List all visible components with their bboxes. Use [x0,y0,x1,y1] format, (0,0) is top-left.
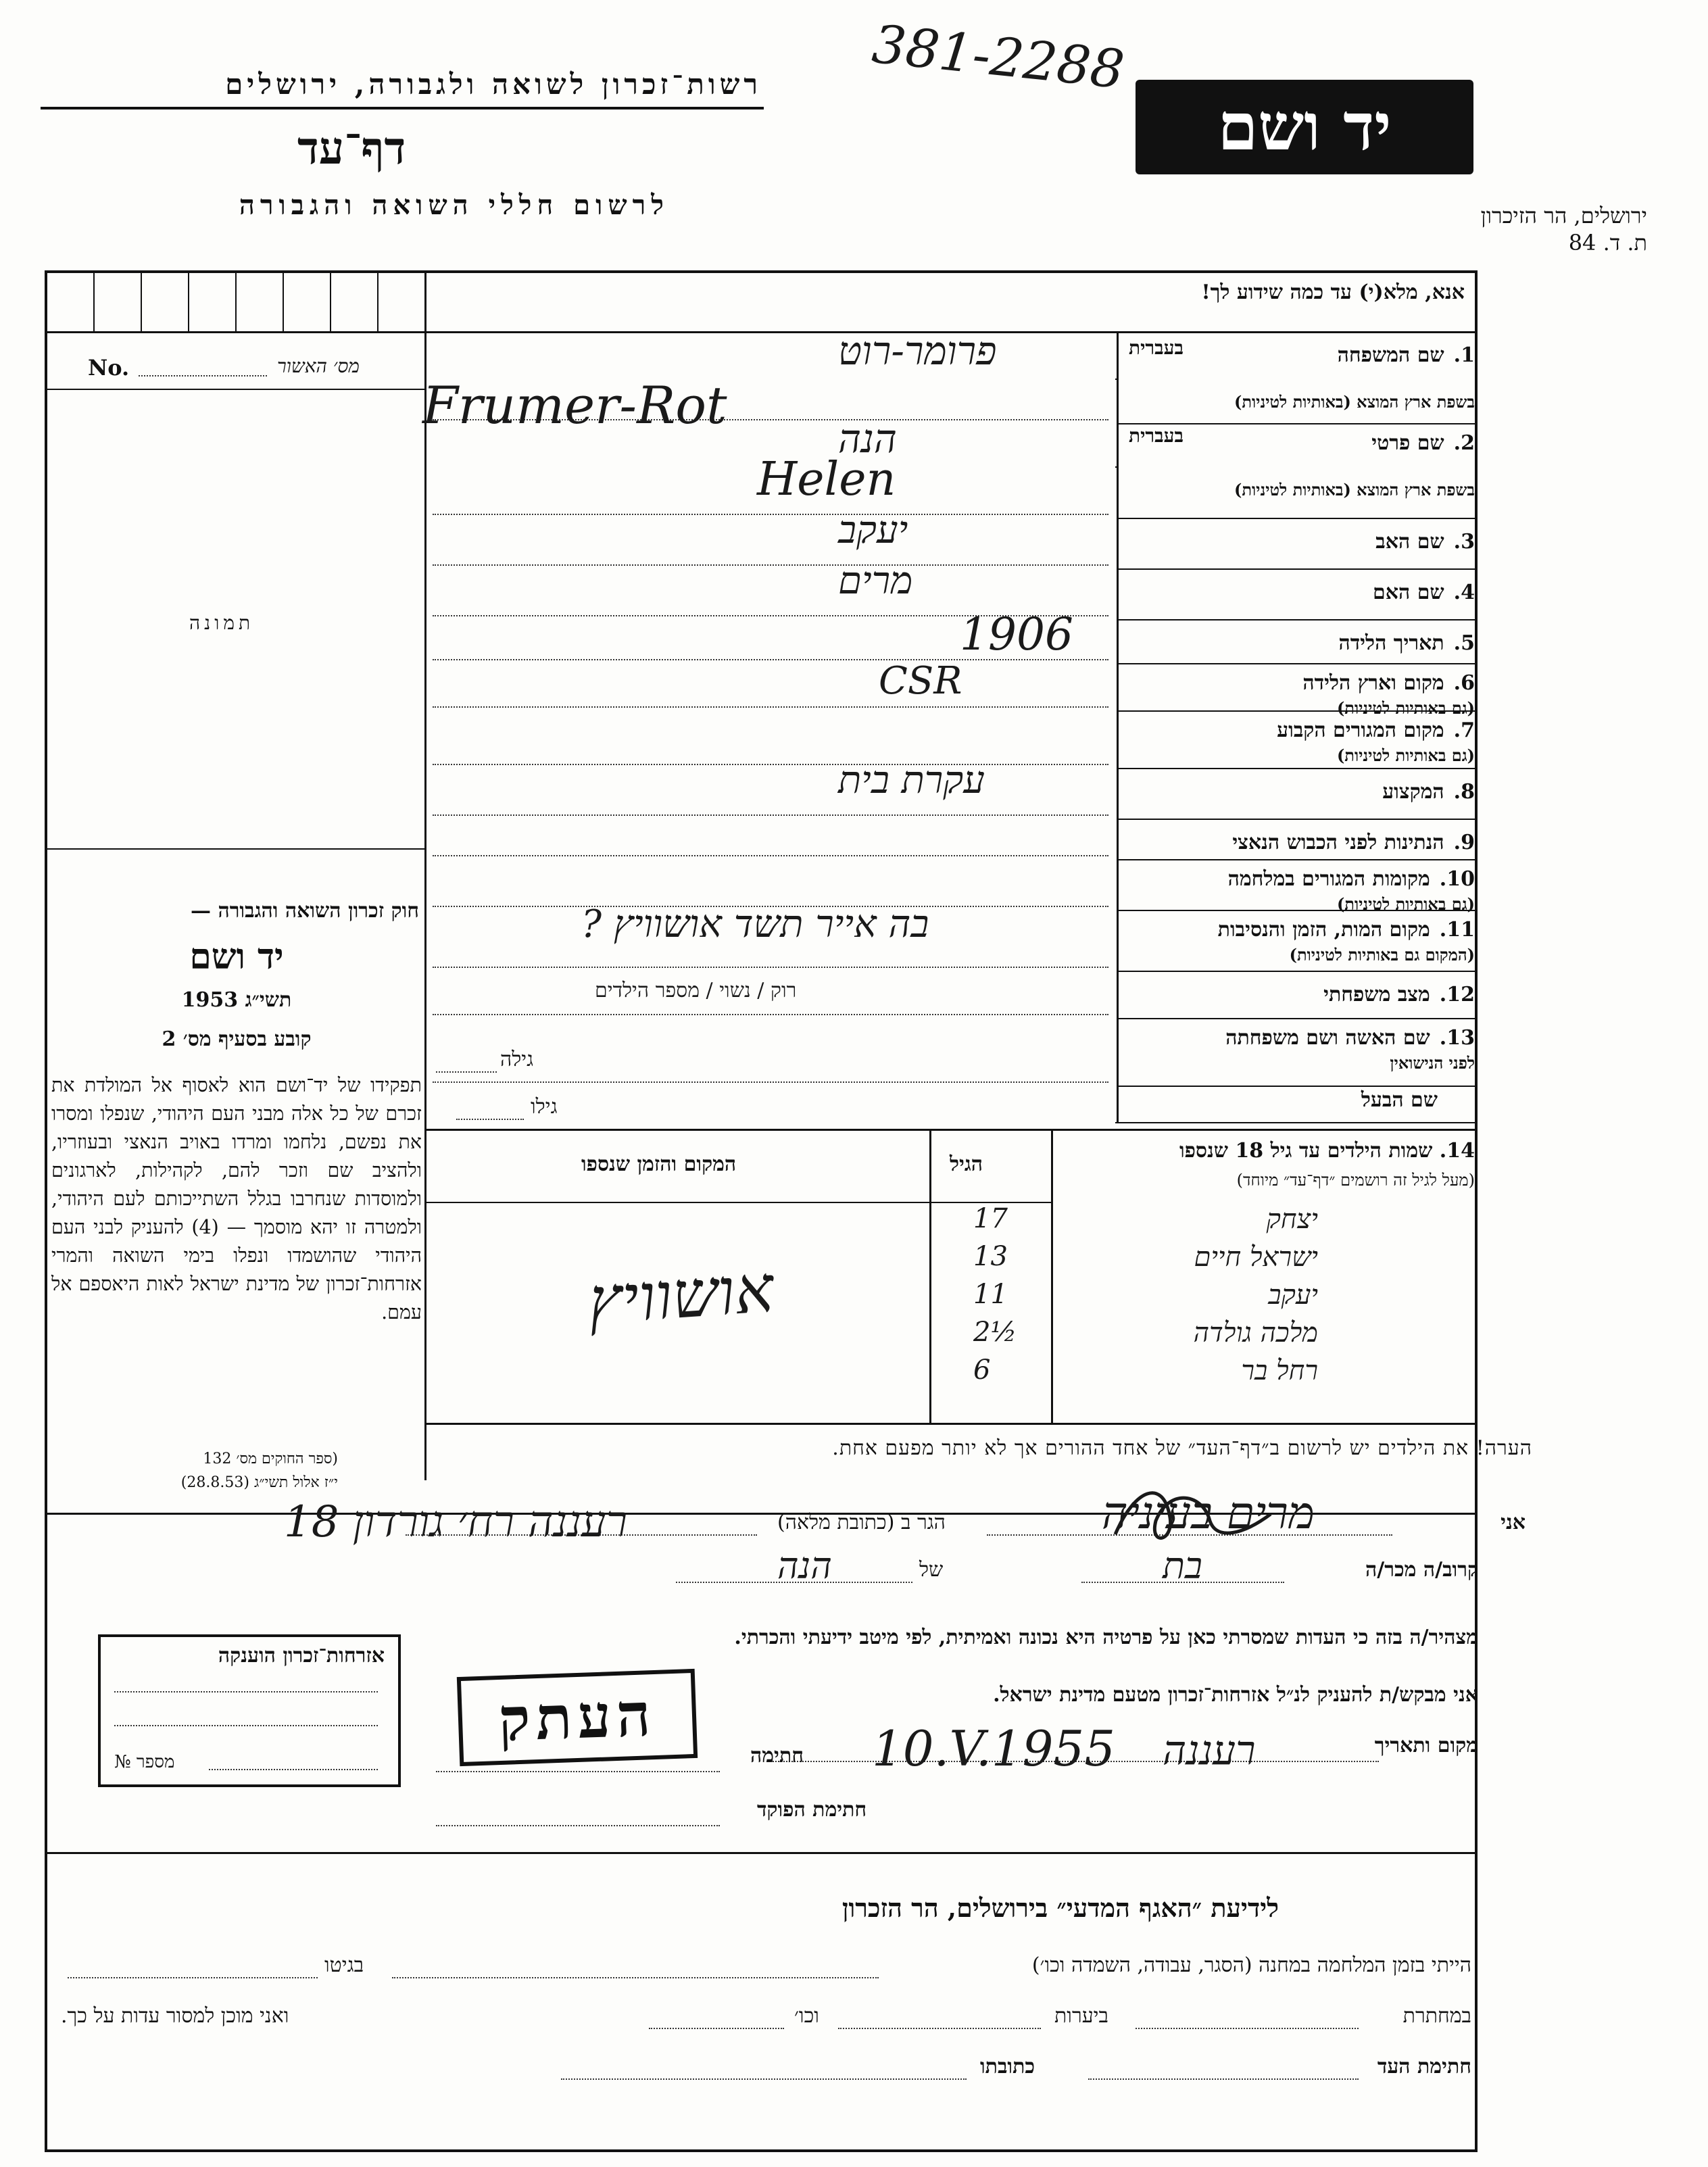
field-label-6 [1302,671,1475,695]
marital-status-options: רוק / נשוי / מספר הילדים [595,979,797,1002]
field-num: 2. [1453,431,1475,455]
field-label-3 [1375,530,1475,554]
citizenship-title: אזרחות־זכרון הוענקה [218,1644,385,1667]
children-label-wrap [1179,1139,1475,1163]
field-text: תאריך הלידה [1338,631,1444,655]
field-text: מצב משפחתי [1323,983,1430,1006]
note: הערה! את הילדים יש לרשום ב״דף־העד״ של אחד ההורים אך לא יותר מפעם אחת. [832,1436,1532,1460]
field-text: מקום המות, הזמן והנסיבות [1217,918,1430,942]
field-sub: (גם באותיות לטיניות) [1336,698,1475,718]
field-num: 1. [1453,343,1475,367]
field-text: המקצוע [1382,780,1444,804]
field-label-13 [1225,1026,1475,1050]
address-line-1: ירושלים, הר הזיכרון [1480,203,1647,228]
bottom-ready: ואני מוכן למסור עדות על כך. [61,2004,289,2028]
child-age: 17 [973,1203,1008,1234]
bottom-forests: ביערות [1054,2004,1109,2028]
field-num: 9. [1453,831,1475,854]
field-label-12 [1323,983,1475,1006]
field-text: שם האב [1375,530,1444,554]
field-sub: (גם באותיות לטיניות) [1336,746,1475,765]
field-num: 7. [1453,719,1475,742]
field-num: 6. [1453,671,1475,695]
child-name: מלכה גולדה [1193,1317,1318,1348]
child-age: 2½ [973,1317,1017,1348]
field-text: מקום וארץ הלידה [1302,671,1444,695]
photo-label: תמונה [189,612,255,634]
witness-address: כתובתו [980,2055,1035,2078]
field-num: 11. [1439,918,1475,942]
bottom-etc: וכו׳ [794,2004,819,2028]
children-num: 14. [1439,1139,1475,1163]
husband-label: שם הבעל [1361,1088,1438,1112]
field-sub: (גם באותיות לטיניות) [1336,894,1475,914]
field-sub: לפני הנישואין [1390,1053,1475,1073]
approval-no-label: No. [88,355,130,381]
field-text: שם האם [1373,581,1444,604]
citizenship-number-label: מספר № [114,1752,175,1772]
field-num: 4. [1453,581,1475,604]
signature-label: חתימה [750,1744,804,1768]
law-section: קובע בסעיף מס׳ 2 [162,1027,312,1051]
law-ref-1: (ספר החוקים מס׳ 132 [203,1451,338,1467]
field-text: שם פרטי [1371,431,1444,455]
officer-signature-label: חתימת הפוקד [757,1798,867,1822]
children-place-value: אושוויץ [585,1250,777,1340]
field-value: יעקב [838,508,908,552]
field-label-8 [1382,780,1475,804]
field-label-9 [1232,831,1475,854]
field-value: מרים [838,559,913,603]
law-title-1: חוק זכרון השואה והגבורה — [191,899,419,923]
citizenship-box [98,1634,401,1787]
age-label-2: גילו [531,1095,558,1119]
field-label-2 [1371,431,1475,455]
authority-title: רשות־זכרון לשואה ולגבורה, ירושלים [225,68,762,101]
bottom-ghetto: בגיטו [324,1953,364,1977]
field-num: 10. [1439,867,1475,891]
field-value-hebrew: פרומר-רוט [838,328,997,374]
declaration-ani: אני [1500,1511,1526,1534]
approval-label: מס׳ האשור [277,355,360,377]
declaration-relative: קרוב/ה מכר/ה [1365,1558,1478,1582]
age-header: הגיל [950,1152,983,1176]
child-name: רחל בר [1241,1355,1318,1386]
field-sub: בשפת ארץ המוצא (באותיות לטיניות) [1234,480,1475,500]
field-text: שם המשפחה [1337,343,1444,367]
field-sub: (המקום גם באותיות לטיניות) [1289,945,1475,965]
field-value: CSR [879,659,962,703]
place-value: רעננה [1163,1727,1256,1774]
law-title-2: יד ושם [189,936,284,977]
child-name: ישראל חיים [1194,1242,1318,1273]
declaration-resides: הגר ב (כתובת מלאה) [777,1511,946,1534]
field-sub: בשפת ארץ המוצא (באותיות לטיניות) [1234,392,1475,412]
child-name: יעקב [1268,1280,1318,1311]
child-age: 11 [973,1279,1008,1310]
place-header: המקום והזמן שנספו [581,1152,737,1176]
declaration-request: אני מבקש/ת להעניק לנ״ל אזרחות־זכרון מטעם מדינת ישראל. [993,1683,1478,1707]
hebrew-tag: בעברית [1129,424,1184,447]
children-label: שמות הילדים עד גיל 18 שנספו [1179,1139,1433,1163]
bottom-underground: במחתרת [1402,2004,1471,2028]
child-age: 13 [973,1241,1008,1272]
field-text: הנתינות לפני הכבוש הנאצי [1232,831,1444,854]
children-sub: (מעל לגיל זה רושמים ״דף־עד״ מיוחד) [1236,1171,1475,1190]
declaration-relative-value: בת [1163,1544,1202,1587]
field-value-latin: Helen [757,453,896,506]
instruction: אנא, מלא(י) עד כמה שידוע לך! [1201,281,1465,304]
declaration-ani-value: מרים בעיניה [1102,1487,1315,1539]
field-value-hebrew: הנה [838,416,897,462]
declaration-of-value: הנה [777,1544,832,1587]
file-number: 381-2288 [869,14,1127,101]
form-subtitle: לרשום חללי השואה והגבורה [239,189,669,221]
field-label-5 [1338,631,1475,655]
field-label-4 [1373,581,1475,604]
field-label-10 [1228,867,1475,891]
stamp-text: העתק [497,1678,658,1755]
field-text: מקום המגורים הקבוע [1277,719,1444,742]
signature-scribble [1108,1474,1284,1555]
field-num: 3. [1453,530,1475,554]
copy-stamp [457,1669,698,1766]
place-date-label: מקום ותאריך [1374,1734,1478,1757]
age-label-1: גילה [500,1048,534,1071]
field-num: 5. [1453,631,1475,655]
law-body: תפקידו של יד־ושם הוא לאסוף אל המולדת את זכרם של כל אלה מבני העם היהודי, שנפלו ומסרו את נפשם, נלחמו ומרדו באויב הנאצי ובעוזריו, ולהציב שם וזכר להם, לקהילות, לארגונים ולמוסדות שנחרבו בגלל השתייכותם לעם היהודי, ולמטרה זו יהא מוסמך — (4) להעניק לבני העם היהודי שהושמדו ונפלו בימי השואה והמרי אזרחות־זכרון של מדינת ישראל לאות היאספם אל עמם. [51,1074,422,1323]
declaration-statement: מצהיר/ה בזה כי העדות שמסרתי כאן על פרטיה היא נכונה ואמיתית, לפי מיטב ידיעתי והכרתי. [734,1626,1478,1649]
field-value-latin: Frumer-Rot [422,375,727,435]
logo-text: יד ושם [1217,89,1392,165]
field-value: עקרת בית [838,758,985,802]
field-num: 12. [1439,983,1475,1006]
bottom-line1: הייתי בזמן המלחמה במחנה (הסגר, עבודה, השמדה וכו׳) [1031,1953,1471,1977]
field-label-1 [1338,343,1475,367]
yad-vashem-logo [1136,80,1473,174]
field-label-7 [1277,719,1475,742]
field-num: 13. [1439,1026,1475,1050]
child-name: יצחק [1266,1204,1318,1235]
law-ref-2: י״ז אלול תשי״ג (28.8.53) [180,1474,338,1491]
field-label-11 [1218,918,1475,942]
hebrew-tag: בעברית [1129,337,1184,359]
address-line-2: ת. ד. 84 [1568,230,1647,255]
date-value: 10.V.1955 [872,1720,1116,1777]
law-year: תשי״ג 1953 [181,988,292,1012]
field-text: שם האשה ושם משפחתה [1225,1026,1430,1050]
bottom-title: לידיעת ״האגף המדעי״ בירושלים, הר הזכרון [841,1893,1279,1923]
declaration-resides-value: רעננה רח׳ גורדון 18 [284,1497,627,1547]
field-value: בה אייר תשד אושוויץ ? [581,902,929,946]
form-title: דף־עד [297,122,406,174]
declaration-of: של [919,1558,944,1582]
field-value: 1906 [960,608,1073,660]
witness-signature: חתימת העד [1377,2055,1471,2078]
child-age: 6 [973,1355,991,1386]
field-num: 8. [1453,780,1475,804]
field-text: מקומות המגורים במלחמה [1227,867,1430,891]
